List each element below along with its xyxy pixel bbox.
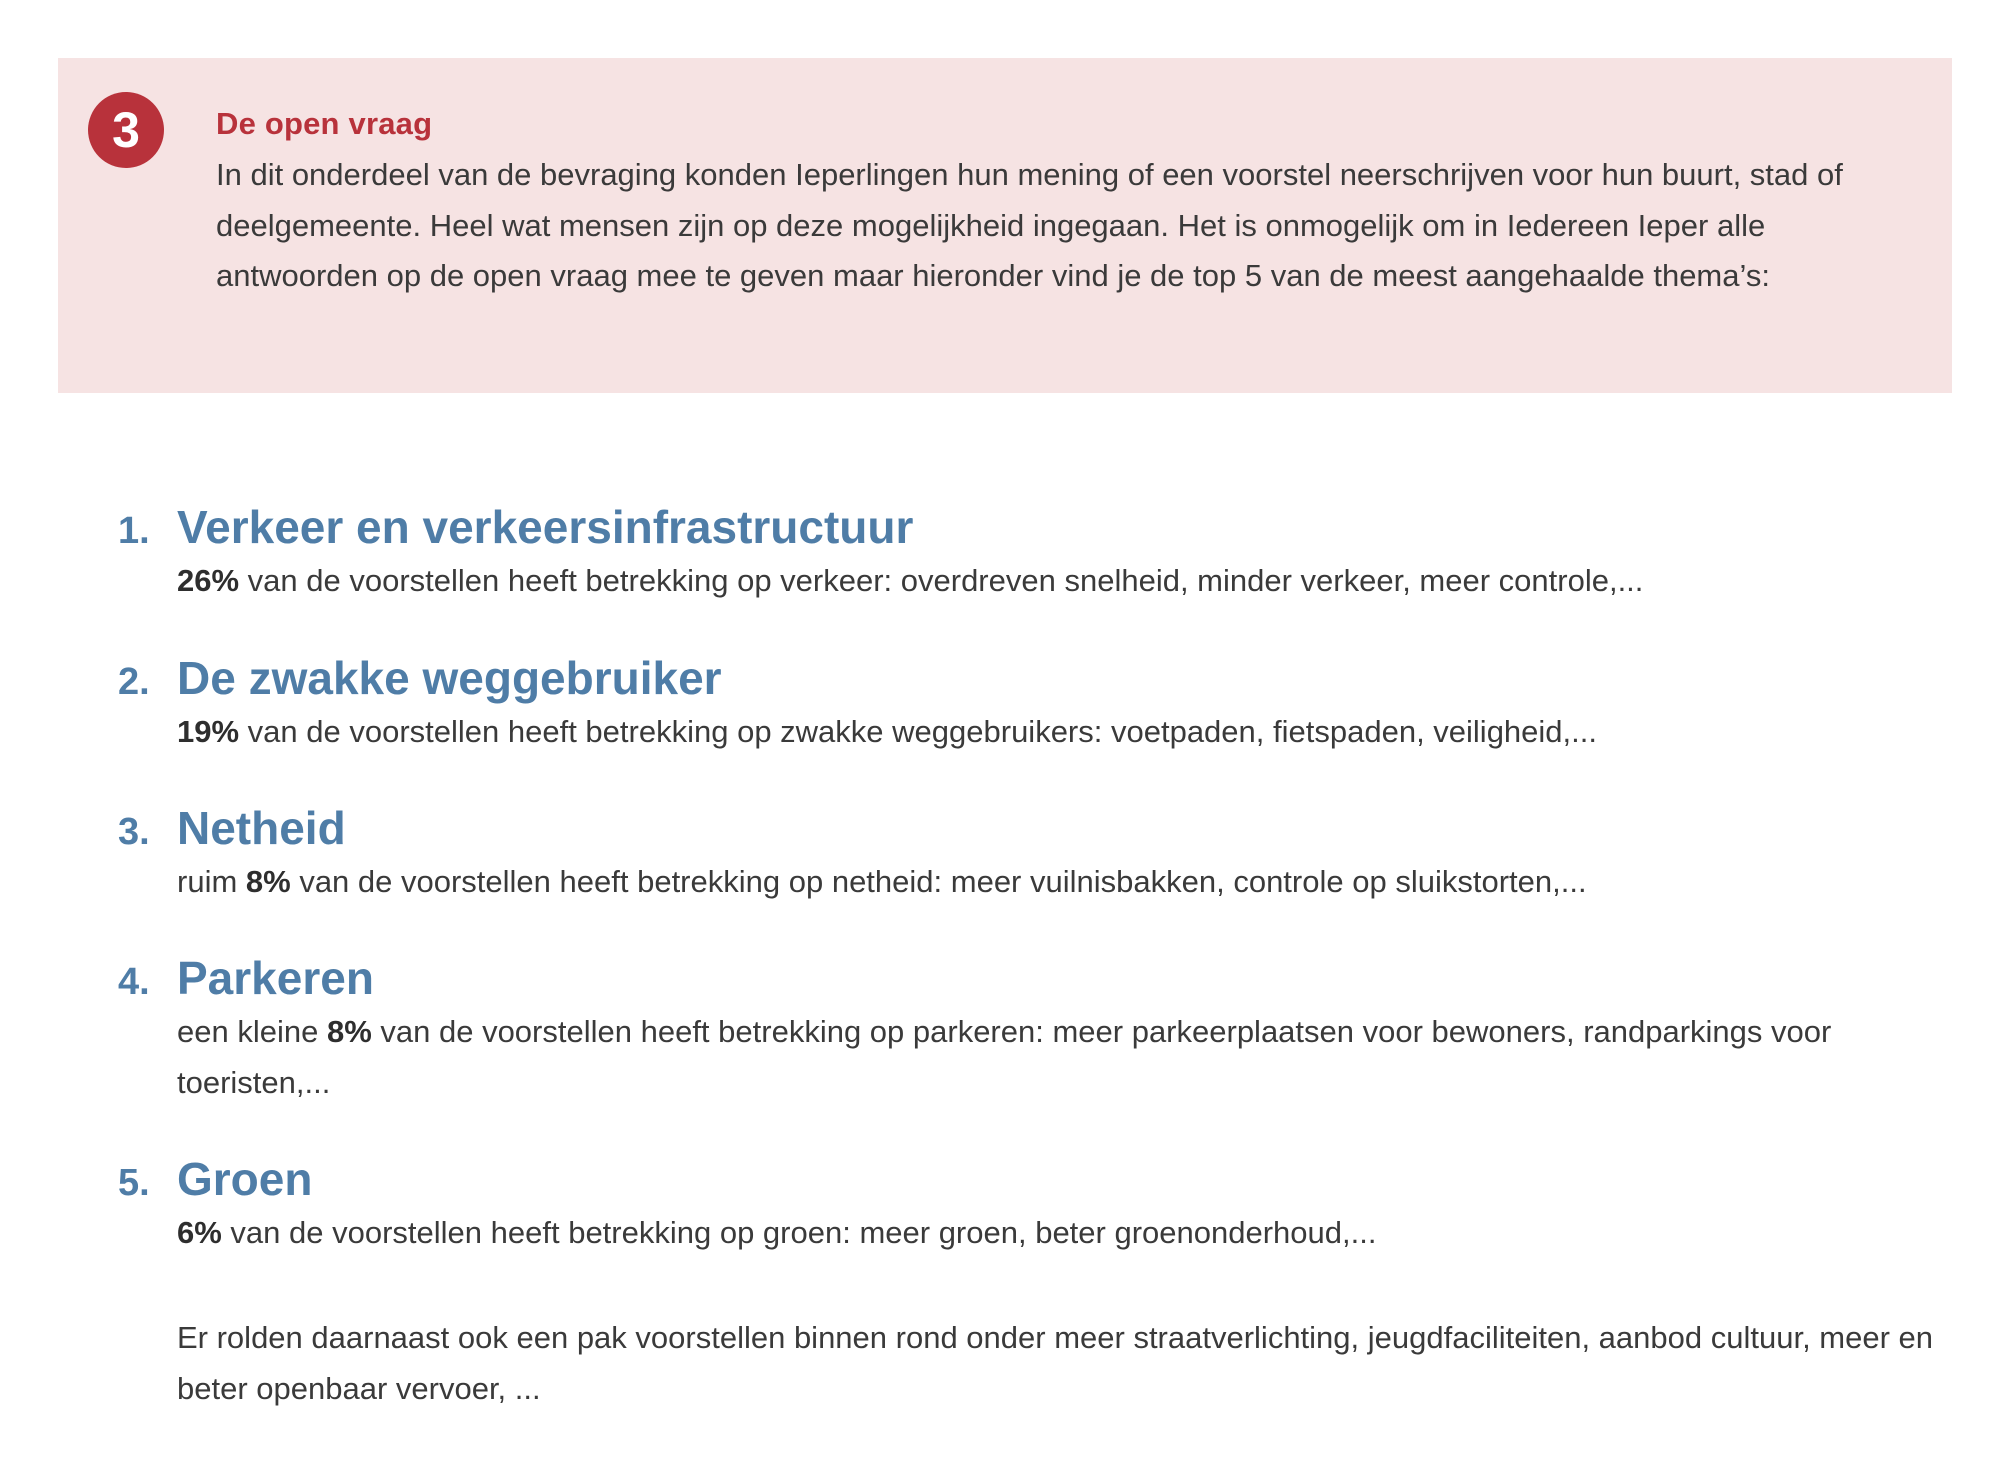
theme-description (177, 1007, 1957, 1108)
theme-title: Groen (177, 1153, 313, 1205)
theme-percent: 26% (177, 563, 240, 598)
theme-title: Netheid (177, 802, 346, 854)
theme-text: van de voorstellen heeft betrekking op netheid: meer vuilnisbakken, controle op sluikstorten,... (290, 864, 1587, 899)
theme-prefix: een kleine (177, 1014, 327, 1049)
theme-number: 3. (118, 811, 150, 853)
intro-box (58, 58, 1952, 393)
theme-item-2 (118, 651, 1958, 758)
theme-item-3 (118, 801, 1958, 908)
theme-number: 2. (118, 661, 150, 703)
theme-percent: 6% (177, 1215, 222, 1250)
section-title: De open vraag (216, 106, 433, 141)
theme-item-5 (118, 1152, 1958, 1259)
theme-percent: 8% (326, 1014, 372, 1049)
theme-heading (118, 500, 1958, 556)
theme-description (177, 857, 1957, 908)
theme-text: van de voorstellen heeft betrekking op groen: meer groen, beter groenonderhoud,... (221, 1215, 1377, 1250)
theme-heading (118, 951, 1958, 1007)
theme-number: 1. (118, 510, 150, 552)
theme-description (177, 707, 1957, 758)
theme-prefix: ruim (177, 864, 246, 899)
theme-title: Verkeer en verkeersinfrastructuur (177, 501, 914, 553)
theme-heading (118, 1152, 1958, 1208)
theme-heading (118, 801, 1958, 857)
theme-number: 4. (118, 961, 150, 1003)
theme-heading (118, 651, 1958, 707)
theme-number: 5. (118, 1162, 150, 1204)
intro-paragraph: In dit onderdeel van de bevraging konden Ieperlingen hun mening of een voorstel neerschrijven voor hun buurt, stad of deelgemeente. Heel wat mensen zijn op deze mogelijkheid ingegaan. Het is onmogelijk om in Iedereen Ieper alle antwoorden op de open vraag mee te geven maar hieronder vind je de top 5 van de meest aangehaalde thema’s: (216, 157, 1843, 293)
theme-percent: 8% (245, 864, 291, 899)
theme-text: van de voorstellen heeft betrekking op verkeer: overdreven snelheid, minder verkeer, meer controle,... (239, 563, 1644, 598)
theme-text: van de voorstellen heeft betrekking op zwakke weggebruikers: voetpaden, fietspaden, veiligheid,... (239, 714, 1597, 749)
theme-text: van de voorstellen heeft betrekking op parkeren: meer parkeerplaatsen voor bewoners, randparkings voor toeristen,... (177, 1014, 1832, 1100)
theme-item-1 (118, 500, 1958, 607)
theme-description (177, 556, 1957, 607)
theme-item-4 (118, 951, 1958, 1108)
theme-percent: 19% (177, 714, 240, 749)
theme-title: De zwakke weggebruiker (177, 652, 722, 704)
closing-paragraph: Er rolden daarnaast ook een pak voorstellen binnen rond onder meer straatverlichting, jeugdfaciliteiten, aanbod cultuur, meer en beter openbaar vervoer, ... (177, 1320, 1934, 1406)
theme-title: Parkeren (177, 952, 374, 1004)
theme-description (177, 1208, 1957, 1259)
section-number-badge: 3 (88, 92, 164, 168)
